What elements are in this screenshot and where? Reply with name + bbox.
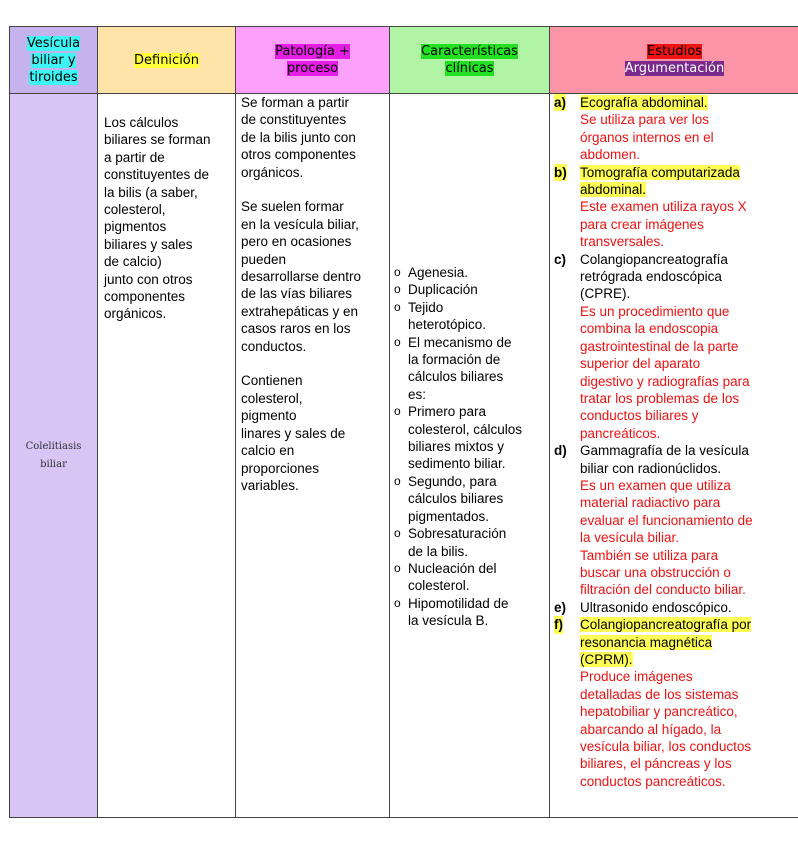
estudio-item bbox=[554, 94, 796, 164]
estudio-desc-line: filtración del conducto biliar. bbox=[580, 582, 746, 598]
estudio-title-line: resonancia magnética bbox=[580, 634, 713, 650]
caracteristica-item bbox=[394, 560, 546, 595]
estudio-desc-line: Se utiliza para ver los bbox=[580, 112, 710, 128]
caracteristica-line: El mecanismo de bbox=[408, 334, 512, 350]
estudio-letter: a) bbox=[554, 95, 567, 110]
caracteristica-line: biliares mixtos y bbox=[408, 439, 505, 455]
definicion-line: constituyentes de bbox=[104, 167, 210, 183]
estudios-cell bbox=[550, 94, 798, 818]
header-patologia-line: Patología + bbox=[275, 44, 350, 59]
patologia-line: calcio en bbox=[241, 443, 295, 459]
header-caracteristicas bbox=[390, 27, 550, 94]
estudio-desc-line: Es un procedimiento que bbox=[580, 303, 730, 319]
estudio-desc-line: superior del aparato bbox=[580, 356, 701, 372]
header-patologia bbox=[236, 27, 390, 94]
header-patologia-line: proceso bbox=[286, 61, 339, 76]
estudio-desc-line: biliares, el páncreas y los bbox=[580, 756, 732, 772]
caracteristica-line: Agenesia. bbox=[408, 265, 469, 280]
estudio-desc-line: vesícula biliar, los conductos bbox=[580, 739, 752, 755]
row-label-line: Colelitiasis bbox=[25, 440, 82, 452]
estudio-desc-line: abdomen. bbox=[580, 147, 641, 163]
estudio-desc-line: conductos biliares y bbox=[580, 408, 699, 424]
caracteristica-line: pigmentados. bbox=[408, 508, 490, 524]
estudio-letter: d) bbox=[554, 443, 567, 459]
row-label-line: biliar bbox=[40, 458, 67, 470]
bullet-icon: o bbox=[394, 473, 401, 488]
estudio-title-line: Colangiopancreatografía bbox=[580, 251, 728, 267]
estudio-desc-line: para crear imágenes bbox=[580, 216, 704, 232]
estudio-title-line: abdominal. bbox=[580, 182, 647, 198]
definicion-line: junto con otros bbox=[104, 271, 193, 287]
patologia-line: Contienen bbox=[241, 373, 303, 389]
patologia-line: en la vesícula biliar, bbox=[241, 216, 359, 232]
estudio-desc-line: digestivo y radiografías para bbox=[580, 373, 750, 389]
patologia-line: orgánicos. bbox=[241, 164, 304, 180]
bullet-icon: o bbox=[394, 595, 401, 610]
definicion-line: pigmentos bbox=[104, 219, 167, 235]
definicion-line: colesterol, bbox=[104, 202, 166, 218]
caracteristica-item bbox=[394, 473, 546, 525]
bullet-icon: o bbox=[394, 526, 401, 541]
caracteristica-item bbox=[394, 264, 546, 281]
definicion-line: biliares se forman bbox=[104, 132, 211, 148]
patologia-line: de la bilis junto con bbox=[241, 129, 356, 145]
header-estudios bbox=[550, 27, 798, 94]
caracteristica-line: cálculos biliares bbox=[408, 369, 504, 385]
patologia-line: casos raros en los bbox=[241, 321, 351, 337]
estudio-title-line: Ultrasonido endoscópico. bbox=[580, 599, 732, 615]
caracteristica-line: sedimento biliar. bbox=[408, 456, 506, 472]
estudio-desc-line: combina la endoscopia bbox=[580, 321, 719, 337]
header-vesicula-line: biliar y bbox=[31, 52, 76, 68]
estudio-item bbox=[554, 599, 796, 616]
caracteristica-item bbox=[394, 299, 546, 334]
patologia-line: pigmento bbox=[241, 408, 297, 424]
patologia-line: extrahepáticas y en bbox=[241, 303, 359, 319]
caracteristica-line: Tejido bbox=[408, 299, 444, 315]
bullet-icon: o bbox=[394, 334, 401, 349]
caracteristica-item bbox=[394, 334, 546, 404]
estudio-title-line: Gammagrafía de la vesícula bbox=[580, 443, 749, 459]
patologia-line: colesterol, bbox=[241, 390, 303, 406]
patologia-line: de constituyentes bbox=[241, 112, 347, 128]
patologia-cell bbox=[236, 94, 390, 818]
caracteristica-line: Primero para bbox=[408, 404, 487, 420]
estudio-desc-line: órganos internos en el bbox=[580, 129, 714, 145]
header-row bbox=[10, 27, 798, 94]
patologia-line: otros componentes bbox=[241, 147, 356, 163]
caracteristica-line: la vesícula B. bbox=[408, 613, 489, 629]
caracteristica-line: heterotópico. bbox=[408, 317, 487, 333]
definicion-text bbox=[98, 94, 235, 323]
estudio-item bbox=[554, 251, 796, 442]
patologia-paragraph-2 bbox=[241, 198, 385, 355]
header-caracteristicas-line: clínicas bbox=[445, 61, 494, 76]
definicion-cell bbox=[98, 94, 236, 818]
estudio-desc-line: gastrointestinal de la parte bbox=[580, 338, 739, 354]
estudio-desc-line: pancreáticos. bbox=[580, 425, 661, 441]
estudio-desc-line: detalladas de los sistemas bbox=[580, 686, 739, 702]
patologia-line: Se suelen formar bbox=[241, 199, 344, 215]
estudio-title-line: (CPRM). bbox=[580, 652, 633, 667]
caracteristica-line: de la bilis. bbox=[408, 543, 469, 559]
estudio-title-line: Ecografía abdominal. bbox=[580, 95, 708, 110]
caracteristica-line: Duplicación bbox=[408, 282, 478, 298]
patologia-line: desarrollarse dentro bbox=[241, 269, 362, 285]
patologia-line: pero en ocasiones bbox=[241, 234, 352, 250]
estudio-desc-line: Este examen utiliza rayos X bbox=[580, 199, 747, 215]
estudio-letter: e) bbox=[554, 599, 567, 615]
definicion-line: biliares y sales bbox=[104, 236, 193, 252]
estudio-desc-line: abarcando al hígado, la bbox=[580, 721, 722, 737]
patologia-paragraph-1 bbox=[241, 94, 385, 181]
bullet-icon: o bbox=[394, 265, 401, 279]
header-estudios-line: Estudios bbox=[647, 44, 702, 59]
estudio-item bbox=[554, 164, 796, 251]
patologia-text bbox=[236, 94, 389, 494]
estudio-item bbox=[554, 442, 796, 599]
estudio-title-line: retrógrada endoscópica bbox=[580, 269, 722, 285]
caracteristica-line: Segundo, para bbox=[408, 473, 497, 489]
estudios-list bbox=[550, 94, 798, 790]
header-vesicula bbox=[10, 27, 98, 94]
row-label-cell bbox=[10, 94, 98, 818]
estudio-desc-line: conductos pancreáticos. bbox=[580, 773, 726, 789]
body-row bbox=[10, 94, 798, 818]
estudio-desc-line: Produce imágenes bbox=[580, 669, 693, 685]
definicion-line: Los cálculos bbox=[104, 115, 179, 130]
estudio-title-line: biliar con radionúclidos. bbox=[580, 460, 722, 476]
caracteristica-item bbox=[394, 525, 546, 560]
header-argumentacion-line: Argumentación bbox=[624, 61, 725, 76]
bullet-icon: o bbox=[394, 299, 401, 314]
patologia-paragraph-3 bbox=[241, 372, 385, 494]
caracteristicas-cell bbox=[390, 94, 550, 818]
caracteristica-item bbox=[394, 403, 546, 473]
estudio-title-line: (CPRE). bbox=[580, 286, 631, 302]
definicion-line: componentes bbox=[104, 289, 186, 305]
caracteristicas-list bbox=[394, 264, 546, 630]
caracteristica-line: es: bbox=[408, 386, 427, 402]
patologia-line: de las vías biliares bbox=[241, 286, 353, 302]
estudio-desc-line: hepatobiliar y pancreático, bbox=[580, 704, 738, 720]
estudio-desc-line: transversales. bbox=[580, 234, 665, 250]
bullet-icon: o bbox=[394, 282, 401, 297]
patologia-line: proporciones bbox=[241, 460, 320, 476]
caracteristica-line: cálculos biliares bbox=[408, 491, 504, 507]
header-vesicula-line: tiroides bbox=[29, 69, 78, 85]
estudio-desc-line: buscar una obstrucción o bbox=[580, 564, 731, 580]
caracteristica-item bbox=[394, 595, 546, 630]
definicion-line: la bilis (a saber, bbox=[104, 184, 198, 200]
estudio-letter: f) bbox=[554, 617, 563, 633]
header-definicion bbox=[98, 27, 236, 94]
bullet-icon: o bbox=[394, 560, 401, 575]
patologia-line: linares y sales de bbox=[241, 425, 346, 441]
estudio-item bbox=[554, 616, 796, 790]
caracteristica-line: Nucleación del bbox=[408, 560, 497, 576]
estudio-letter: b) bbox=[554, 164, 567, 180]
estudio-title-line: Tomografía computarizada bbox=[580, 164, 740, 180]
definicion-line: de calcio) bbox=[104, 254, 162, 270]
caracteristica-line: colesterol, cálculos bbox=[408, 421, 523, 437]
estudio-desc-line: la vesícula biliar. bbox=[580, 530, 680, 546]
patologia-line: Se forman a partir bbox=[241, 95, 350, 110]
estudio-desc-line: Es un examen que utiliza bbox=[580, 477, 731, 493]
caracteristica-line: colesterol. bbox=[408, 578, 470, 594]
estudio-desc-line: evaluar el funcionamiento de bbox=[580, 512, 753, 528]
caracteristica-item bbox=[394, 281, 546, 298]
definicion-line: a partir de bbox=[104, 149, 165, 165]
estudio-desc-line: tratar los problemas de los bbox=[580, 390, 740, 406]
header-caracteristicas-line: Características bbox=[421, 44, 518, 59]
estudio-letter: c) bbox=[554, 251, 567, 267]
bullet-icon: o bbox=[394, 404, 401, 419]
estudio-desc-line: material radiactivo para bbox=[580, 495, 721, 511]
caracteristica-line: la formación de bbox=[408, 352, 501, 368]
patologia-line: variables. bbox=[241, 477, 299, 493]
header-vesicula-line: Vesícula bbox=[26, 35, 81, 51]
estudio-desc-line: También se utiliza para bbox=[580, 547, 719, 563]
definicion-line: orgánicos. bbox=[104, 306, 167, 322]
study-table bbox=[9, 26, 798, 818]
patologia-line: pueden bbox=[241, 251, 287, 267]
patologia-line: conductos. bbox=[241, 338, 307, 354]
estudio-title-line: Colangiopancreatografía por bbox=[580, 617, 752, 633]
caracteristica-line: Hipomotilidad de bbox=[408, 595, 509, 611]
header-definicion-label: Definición bbox=[134, 52, 199, 68]
caracteristica-line: Sobresaturación bbox=[408, 526, 507, 542]
